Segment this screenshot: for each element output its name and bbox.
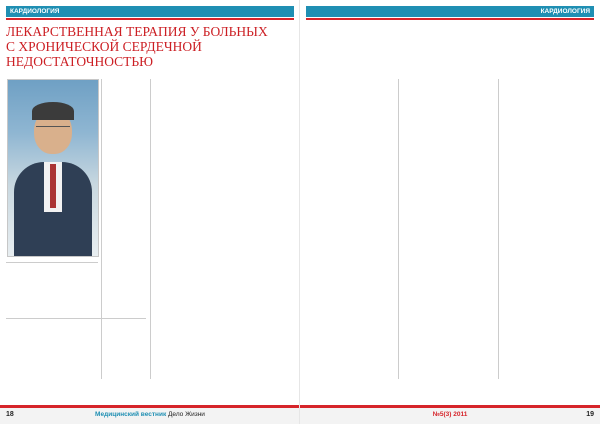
left-section-header: КАРДИОЛОГИЯ <box>6 6 294 17</box>
left-header-rule <box>6 18 294 20</box>
right-page <box>300 0 600 424</box>
right-page-number: 19 <box>586 411 594 418</box>
left-page-number: 18 <box>6 411 14 418</box>
article-title: ЛЕКАРСТВЕННАЯ ТЕРАПИЯ У БОЛЬНЫХ С ХРОНИЧЕСКОЙ СЕРДЕЧНОЙ НЕДОСТАТОЧНОСТЬЮ <box>6 24 268 69</box>
journal-name-prefix: Медицинский вестник <box>95 411 167 418</box>
intro-rule <box>6 318 146 319</box>
journal-name-middle: Дело Жизни <box>168 411 205 418</box>
left-column-rule-2 <box>150 79 151 379</box>
right-header-rule <box>306 18 594 20</box>
right-section-header: КАРДИОЛОГИЯ <box>306 6 594 17</box>
left-footer <box>0 405 300 424</box>
right-column-rule <box>398 79 399 379</box>
journal-issue: №5(3) 2011 <box>432 411 468 418</box>
right-footer <box>300 405 600 424</box>
left-column-rule <box>101 79 102 379</box>
signature-rule <box>6 262 98 263</box>
author-photo <box>7 79 99 257</box>
right-footer-issue <box>300 411 600 418</box>
right-column-rule-2 <box>498 79 499 379</box>
left-footer-journal <box>0 411 300 418</box>
